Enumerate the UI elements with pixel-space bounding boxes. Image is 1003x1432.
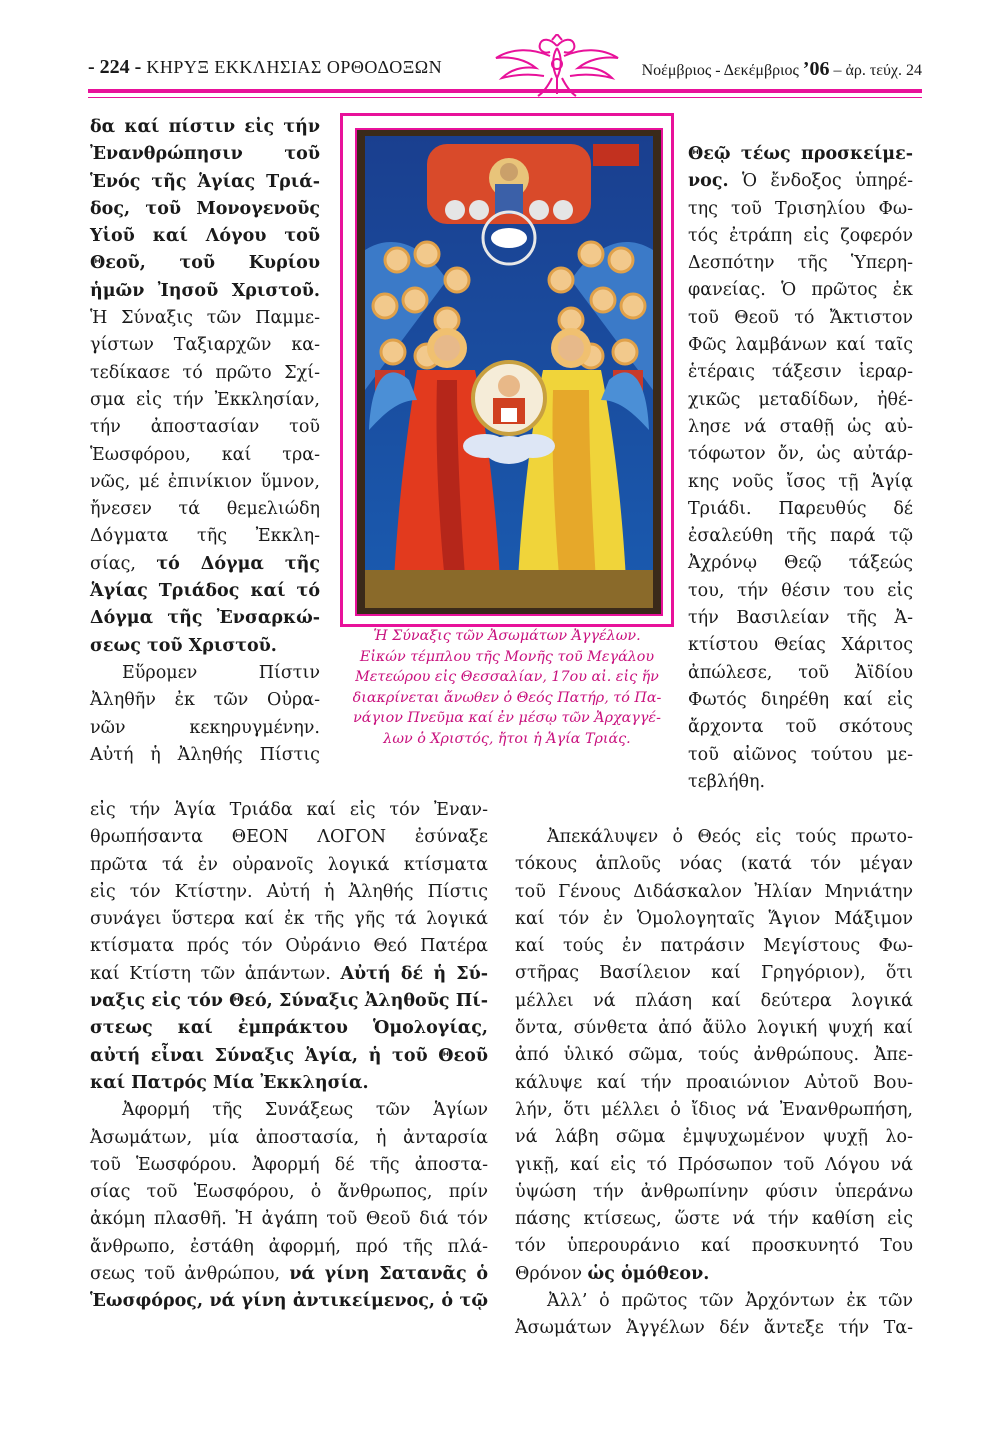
text-line: τεδίκασε τό πρῶτο Σχί- (90, 362, 320, 383)
text-line: Ἀσωμάτων, μία ἀποστασία, ἡ ἀνταρσία (90, 1127, 488, 1148)
text-line: γίστων Ταξιαρχῶν κα- (90, 335, 320, 356)
right-wide-column (515, 824, 913, 1343)
text-line: τοῦ αἰῶνος τούτου με- (688, 744, 913, 765)
caption-line: νάγιον Πνεῦμα καί ἐν μέσῳ τῶν Ἀρχαγγέ- (353, 710, 661, 726)
text-line: ἡμῶν Ἰησοῦ Χριστοῦ. (90, 280, 320, 301)
text-line: δος, τοῦ Μονογενοῦς (90, 198, 320, 219)
caption-line: Ἡ Σύναξις τῶν Ἀσωμάτων Ἀγγέλων. (373, 628, 641, 644)
text-line: στεως καί ἐμπράκτου Ὁμολογίας, (90, 1018, 488, 1039)
text-line: νος. Ὁ ἔνδοξος ὑπηρέ- (688, 171, 913, 192)
text-line: λήν, ὅτι μέλλει ὁ ἴδιος νά Ἐνανθρωπήση, (515, 1099, 913, 1120)
text-line: κτίσματα πρός τόν Οὐράνιο Θεό Πατέρα (90, 936, 488, 957)
text-line: Ἀσωμάτων Ἀγγέλων δέν ἄντεξε τήν Τα- (515, 1318, 913, 1339)
text-line: κτίστου Θείας Χάριτος (688, 635, 913, 656)
text-line: θρωπήσαντα ΘΕΟΝ ΛΟΓΟΝ ἐσύναξε (90, 827, 488, 848)
text-line: τός ἐτράπη εἰς ζοφερόν (688, 225, 913, 246)
text-line: ἀπώλεσε, τοῦ Ἀϊδίου (688, 662, 913, 683)
text-line: κης νοῦς ἴσος τῇ Ἁγίᾳ (688, 471, 913, 492)
text-line: τεβλήθη. (688, 771, 766, 792)
text-line: ἄνθρωπο, ἐστάθη ἀφορμή, πρό τῆς πλά- (90, 1236, 488, 1257)
text-line: τοῦ Θεοῦ τό Ἄκτιστον (688, 307, 913, 328)
caption-line: διακρίνεται ἄνωθεν ὁ Θεός Πατήρ, τό Πα- (352, 689, 662, 706)
text-line: Δόγματα τῆς Ἐκκλη- (90, 526, 320, 547)
icon-figure-frame (340, 113, 674, 627)
text-line: Ἑωσφόρος, νά γίνη ἀντικείμενος, ὁ τῷ (90, 1291, 488, 1312)
text-line: ἄρχοντα τοῦ σκότους (688, 717, 913, 738)
header-rule-thin (88, 97, 922, 98)
text-line: Ἡ Σύναξις τῶν Παμμε- (90, 308, 320, 329)
text-line: Αὐτή ἡ Ἀληθής Πίστις (90, 744, 320, 765)
text-line: ὑψώση τήν ἀνθρωπίνην φύσιν ὑπεράνω (515, 1181, 913, 1202)
right-narrow-column (688, 141, 913, 796)
text-line: ὄντα, σύνθετα ἀπό ἄϋλο λογική ψυχή καί (515, 1018, 913, 1039)
text-line: ἀκόμη πλασθῆ. Ἡ ἀγάπη τοῦ Θεοῦ διά τόν (90, 1209, 488, 1230)
left-wide-column (90, 797, 488, 1316)
text-line: της τοῦ Τρισηλίου Φω- (688, 198, 913, 219)
left-narrow-column (90, 114, 320, 769)
text-line: Υἱοῦ καί Λόγου τοῦ (90, 226, 320, 247)
text-line: σμα εἰς τήν Ἐκκλησίαν, (90, 389, 320, 410)
text-line: εἰς τήν Ἁγία Τριάδα καί εἰς τόν Ἐναν- (90, 800, 488, 820)
text-line: πάσης κτίσεως, ὥστε νά τήν καθίση εἰς (515, 1209, 913, 1230)
text-line: συνάγει ὕστερα καί ἐκ τῆς γῆς τά λογικά (90, 909, 488, 930)
text-line: καί τόν ἐν Ὁμολογηταῖς Ἅγιον Μάξιμον (515, 908, 913, 929)
text-line: κάλυψε καί τήν προαιώνιον Αὐτοῦ Βου- (515, 1072, 913, 1093)
text-line: Φῶς λαμβάνων καί ταῖς (688, 335, 913, 356)
text-line: τοῦ Γένους Διδάσκαλον Ἠλίαν Μηνιάτην (515, 881, 913, 902)
issue-info (642, 58, 922, 81)
text-line: ἀπό ὑλικό σῶμα, τούς ἀνθρώπους. Ἀπε- (515, 1045, 913, 1066)
text-line: ἐσαλεύθη τῆς παρά τῷ (688, 526, 913, 547)
text-line: λησε νά σταθῇ ὡς αὐ- (688, 416, 913, 437)
synaxis-icon-image (357, 130, 661, 614)
text-line: Ἐνανθρώπησιν τοῦ (90, 144, 320, 165)
text-line: Τριάδι. Παρευθύς δέ (688, 498, 913, 519)
text-line: καί Κτίστη τῶν ἁπάντων. Αὐτή δέ ἡ Σύ- (90, 963, 488, 984)
text-line: Ἑνός τῆς Ἁγίας Τριά- (90, 171, 320, 192)
text-line: αὐτή εἶναι Σύναξις Ἁγία, ἡ τοῦ Θεοῦ (90, 1045, 488, 1066)
text-line: καί Πατρός Μία Ἐκκλησία. (90, 1072, 369, 1093)
text-line: τόκους ἁπλοῦς νόας (κατά τόν μέγαν (515, 854, 913, 875)
text-line: ἑτέραις τάξεσιν ἱεραρ- (688, 362, 913, 383)
text-line: φανείας. Ὁ πρῶτος ἐκ (688, 280, 913, 301)
caption-line: λων ὁ Χριστός, ἤτοι ἡ Ἁγία Τριάς. (383, 730, 631, 747)
text-line: Δεσπότην τῆς Ὑπερη- (688, 253, 913, 274)
text-line: στῆρας Βασίλειον καί Γρηγόριον), ὅτι (515, 963, 913, 984)
text-line: Ἑωσφόρου, καί τρα- (90, 444, 320, 465)
text-line: Θεῷ τέως προσκείμε- (688, 144, 913, 164)
text-line: Ἀληθῆν ἐκ τῶν Οὐρα- (90, 690, 320, 711)
text-line: δα καί πίστιν εἰς τήν (90, 117, 320, 137)
text-line: σεως τοῦ ἀνθρώπου, νά γίνη Σατανᾶς ὁ (90, 1264, 488, 1285)
text-line: σίας, τό Δόγμα τῆς (90, 553, 320, 574)
text-line: γικῇ, καί εἰς τό Πρόσωπον τοῦ Λόγου νά (515, 1154, 913, 1175)
text-line: Ἁγίας Τριάδος καί τό (90, 581, 320, 602)
text-line: πρῶτα τά ἐν οὐρανοῖς λογικά κτίσματα (90, 854, 488, 875)
text-line: ναξις εἰς τόν Θεό, Σύναξις Ἀληθοῦς Πί- (90, 991, 488, 1012)
text-line: Θεοῦ, τοῦ Κυρίου (90, 253, 320, 274)
text-line: ἤνεσεν τά θεμελιώδη (90, 499, 320, 520)
issue-months: Νοέμβριος - Δεκέμβριος (641, 62, 799, 79)
text-line: Ἀχρόνῳ Θεῷ τάξεώς (688, 553, 913, 574)
text-line: χικῶς μεταδίδων, ἠθέ- (688, 389, 913, 410)
text-line: τόν ὑπερουράνιο καί προσκυνητό Του (515, 1236, 913, 1257)
text-line: εἰς τόν Κτίστην. Αὐτή ἡ Ἀληθής Πίστις (90, 881, 488, 902)
icon-painting (355, 128, 663, 616)
text-line: καί τούς ἐν πατράσιν Μεγίστους Φω- (515, 936, 913, 957)
text-line: Δόγμα τῆς Ἐνσαρκώ- (90, 608, 320, 629)
text-line: Ἀλλ’ ὁ πρῶτος τῶν Ἀρχόντων ἐκ τῶν (547, 1291, 913, 1312)
text-line: νά λάβη σῶμα ἐμψυχωμένον ψυχῇ λο- (515, 1127, 913, 1148)
page-number: - 224 - (88, 56, 142, 78)
figure-caption (342, 626, 672, 749)
page-number-and-title (88, 56, 442, 79)
text-line: σίας τοῦ Ἑωσφόρου, ὁ ἄνθρωπος, πρίν (90, 1182, 488, 1203)
text-line: Θρόνον ὡς ὁμόθεον. (515, 1263, 710, 1284)
caption-line: Μετεώρου εἰς Θεσσαλίαν, 17ου αἰ. εἰς ἥν (355, 669, 659, 685)
text-line: μέλλει νά πλάση καί δεύτερα λογικά (515, 990, 913, 1011)
text-line: Ἀφορμή τῆς Συνάξεως τῶν Ἁγίων (122, 1100, 488, 1121)
text-line: τόφωτον ὄν, ὡς αὐτάρ- (688, 444, 913, 465)
text-line: σεως τοῦ Χριστοῦ. (90, 635, 277, 656)
text-line: Φωτός διηρέθη καί εἰς (688, 689, 913, 710)
text-line: τήν ἀποστασίαν τοῦ (90, 417, 320, 438)
issue-year: ’06 (802, 58, 830, 80)
text-line: του, τήν θέσιν του εἰς (688, 580, 913, 601)
text-line: Ἀπεκάλυψεν ὁ Θεός εἰς τούς πρωτο- (547, 827, 913, 847)
text-line: τοῦ Ἑωσφόρου. Ἀφορμή δέ τῆς ἀποστα- (90, 1154, 488, 1175)
text-line: νῶν κεκηρυγμένην. (90, 717, 320, 738)
header-rule-thick (88, 89, 922, 93)
caption-line: Εἰκών τέμπλου τῆς Μονῆς τοῦ Μεγάλου (359, 648, 655, 665)
text-line: τήν Βασιλείαν τῆς Ἀ- (688, 608, 913, 629)
text-line: Εὕρομεν Πίστιν (122, 662, 320, 683)
text-line: νῶς, μέ ἐπινίκιον ὕμνον, (90, 471, 320, 492)
issue-number: – ἀρ. τεύχ. 24 (833, 62, 922, 79)
journal-title: ΚΗΡΥΞ ΕΚΚΛΗΣΙΑΣ ΟΡΘΟΔΟΞΩΝ (146, 57, 443, 77)
